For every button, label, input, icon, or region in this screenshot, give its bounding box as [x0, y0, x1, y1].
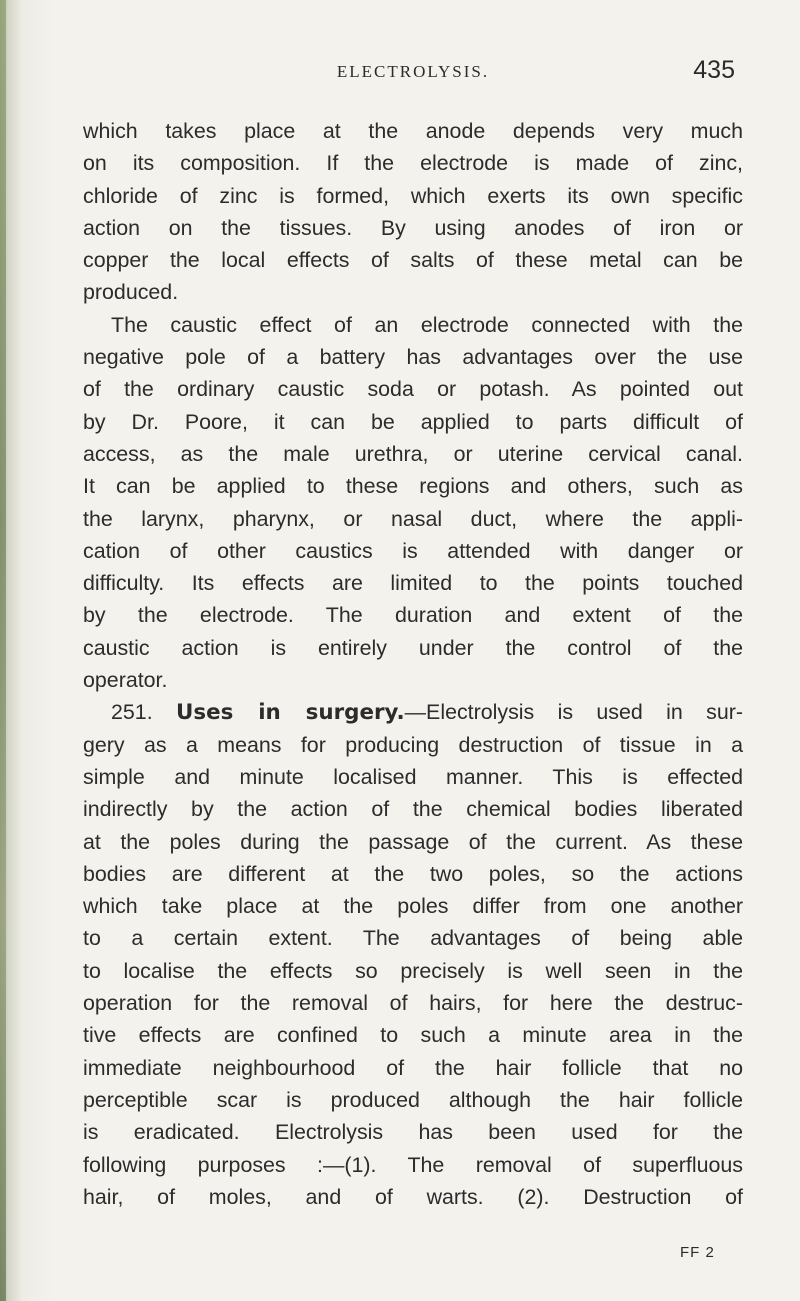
- text-line: copper the local effects of salts of these metal can be: [83, 248, 743, 273]
- text-line: operator.: [83, 668, 168, 693]
- body-text: [83, 115, 743, 1213]
- text-line: by Dr. Poore, it can be applied to parts difficult of: [83, 409, 743, 434]
- text-line: access, as the male urethra, or uterine cervical canal.: [83, 441, 743, 466]
- section-number: 251.: [111, 700, 153, 725]
- text-line: caustic action is entirely under the control of the: [83, 635, 743, 660]
- text-line: which takes place at the anode depends very much: [83, 119, 743, 143]
- text-line: bodies are different at the two poles, so the actions: [83, 861, 743, 886]
- text-line: chloride of zinc is formed, which exerts its own specific: [83, 183, 743, 208]
- running-title: ELECTROLYSIS.: [336, 62, 490, 81]
- section-first-line: [83, 696, 743, 728]
- text-line: on its composition. If the electrode is made of zinc,: [83, 151, 743, 176]
- text-line: at the poles during the passage of the current. As these: [83, 829, 743, 854]
- text-line: perceptible scar is produced although the hair follicle: [83, 1087, 743, 1112]
- text-line: of the ordinary caustic soda or potash. As pointed out: [83, 377, 743, 402]
- text-line: to a certain extent. The advantages of being able: [83, 926, 743, 951]
- text-line: operation for the removal of hairs, for here the destruc-: [83, 991, 743, 1016]
- text-line: difficulty. Its effects are limited to the points touched: [83, 571, 743, 596]
- paragraph-first-line: The caustic effect of an electrode connected with the: [111, 312, 743, 337]
- text-line: produced.: [83, 280, 179, 305]
- text-line: is eradicated. Electrolysis has been used for the: [83, 1120, 743, 1145]
- running-head: [83, 52, 743, 92]
- binding-shadow: [0, 0, 70, 1301]
- section-heading: Uses in surgery.: [176, 700, 405, 726]
- text-line: by the electrode. The duration and extent of the: [83, 603, 743, 628]
- text-line: immediate neighbourhood of the hair follicle that no: [83, 1055, 743, 1080]
- text-line: It can be applied to these regions and others, such as: [83, 474, 743, 499]
- text-line: the larynx, pharynx, or nasal duct, where the appli-: [83, 506, 743, 531]
- signature-mark: FF 2: [680, 1244, 715, 1261]
- binding-edge: [0, 0, 6, 1301]
- text-line: negative pole of a battery has advantages over the use: [83, 345, 743, 370]
- text-line: hair, of moles, and of warts. (2). Destruction of: [83, 1184, 743, 1209]
- text-line: simple and minute localised manner. This is effected: [83, 764, 743, 789]
- text-line: to localise the effects so precisely is well seen in the: [83, 958, 743, 983]
- section-first-line-rest: —Electrolysis is used in sur-: [404, 700, 743, 725]
- text-line: gery as a means for producing destruction of tissue in a: [83, 732, 743, 757]
- text-line: tive effects are confined to such a minute area in the: [83, 1023, 743, 1048]
- text-line: cation of other caustics is attended with danger or: [83, 538, 743, 563]
- text-line: indirectly by the action of the chemical bodies liberated: [83, 797, 743, 822]
- page-number: 435: [693, 56, 735, 84]
- text-line: action on the tissues. By using anodes of iron or: [83, 215, 743, 240]
- text-line: which take place at the poles differ from one another: [83, 894, 743, 919]
- text-line: following purposes :—(1). The removal of superfluous: [83, 1152, 743, 1177]
